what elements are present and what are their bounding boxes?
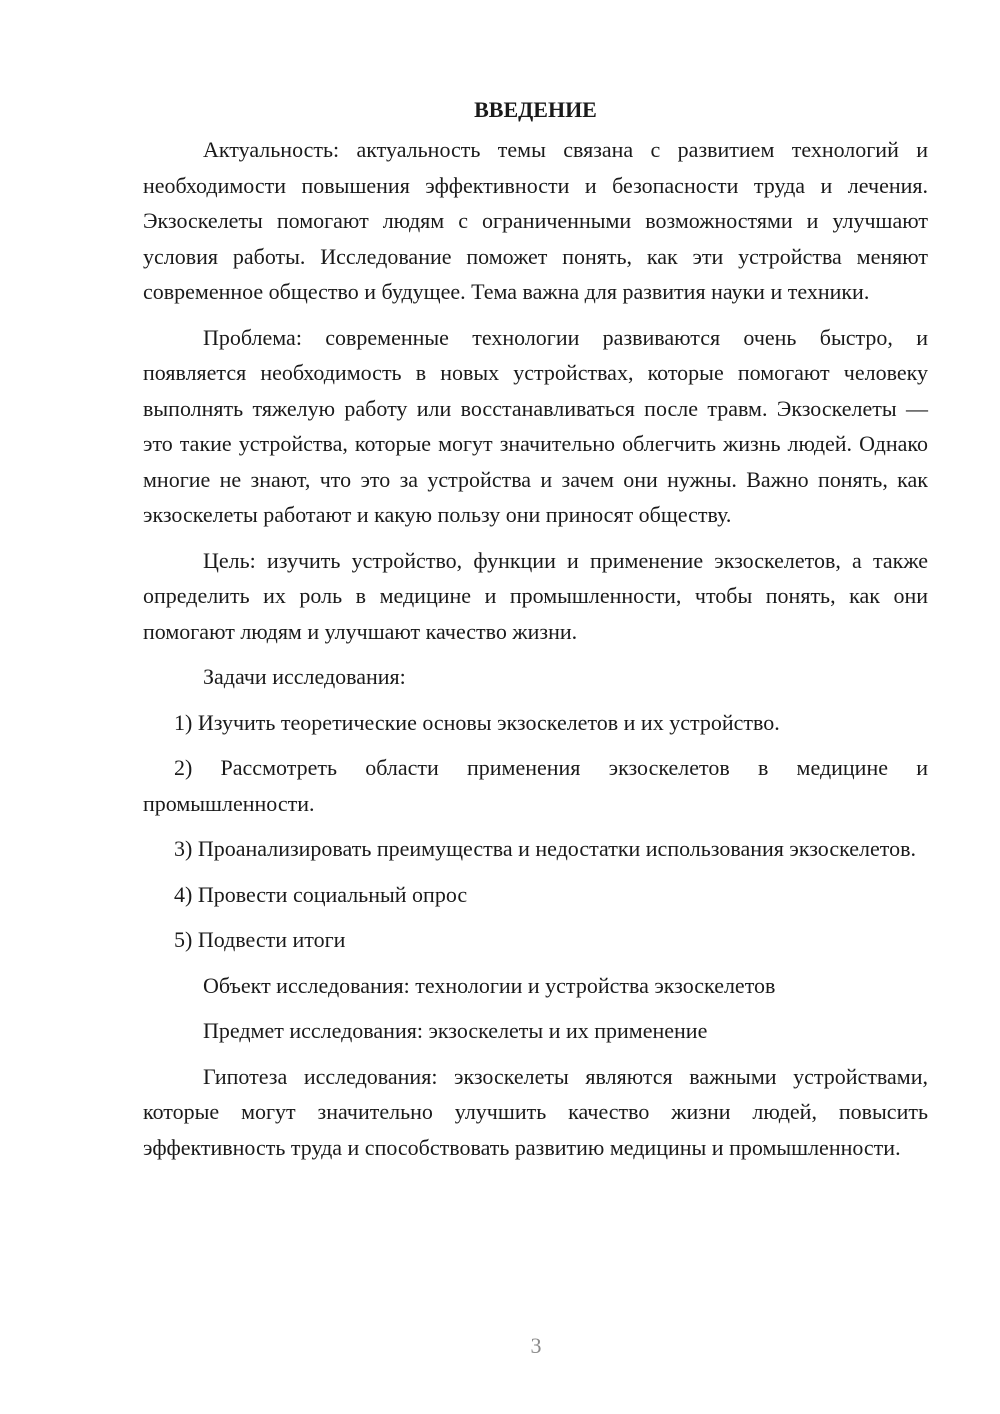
paragraph-relevance: Актуальность: актуальность темы связана с развитием технологий и необходимости повышения эффективности и безопасности труда и лечения. Экзоскелеты помогают людям с ограниченными возможностями и улучшают условия работы. Исследование поможет понять, как эти устройства меняют современное общество и будущее. Тема важна для развития науки и техники. [143, 137, 928, 304]
document-page [143, 93, 928, 1175]
task-item: 5) Подвести итоги [174, 927, 346, 952]
paragraph-problem: Проблема: современные технологии развиваются очень быстро, и появляется необходимость в новых устройствах, которые помогают человеку выполнять тяжелую работу или восстанавливаться после травм. Экзоскелеты — это такие устройства, которые могут значительно облегчить жизнь людей. Однако многие не знают, что это за устройства и зачем они нужны. Важно понять, как экзоскелеты работают и какую пользу они приносят обществу. [143, 324, 928, 527]
section-title: ВВЕДЕНИЕ [474, 97, 597, 122]
paragraph-subject: Предмет исследования: экзоскелеты и их применение [203, 1018, 708, 1043]
task-item: 3) Проанализировать преимущества и недостатки использования экзоскелетов. [174, 836, 916, 861]
task-item: 1) Изучить теоретические основы экзоскелетов и их устройство. [174, 709, 780, 735]
task-item: 2) Рассмотреть области применения экзоскелетов в медицине и промышленности. [143, 755, 928, 816]
page-number: 3 [530, 1333, 542, 1358]
paragraph-goal: Цель: изучить устройство, функции и применение экзоскелетов, а также определить их роль в медицине и промышленности, чтобы понять, как они помогают людям и улучшают качество жизни. [143, 547, 928, 644]
paragraph-object: Объект исследования: технологии и устройства экзоскелетов [203, 972, 776, 998]
paragraph-hypothesis: Гипотеза исследования: экзоскелеты являются важными устройствами, которые могут значительно улучшить качество жизни людей, повысить эффективность труда и способствовать развитию медицины и промышленности. [143, 1063, 928, 1160]
tasks-heading: Задачи исследования: [203, 664, 406, 689]
task-item: 4) Провести социальный опрос [174, 881, 468, 907]
